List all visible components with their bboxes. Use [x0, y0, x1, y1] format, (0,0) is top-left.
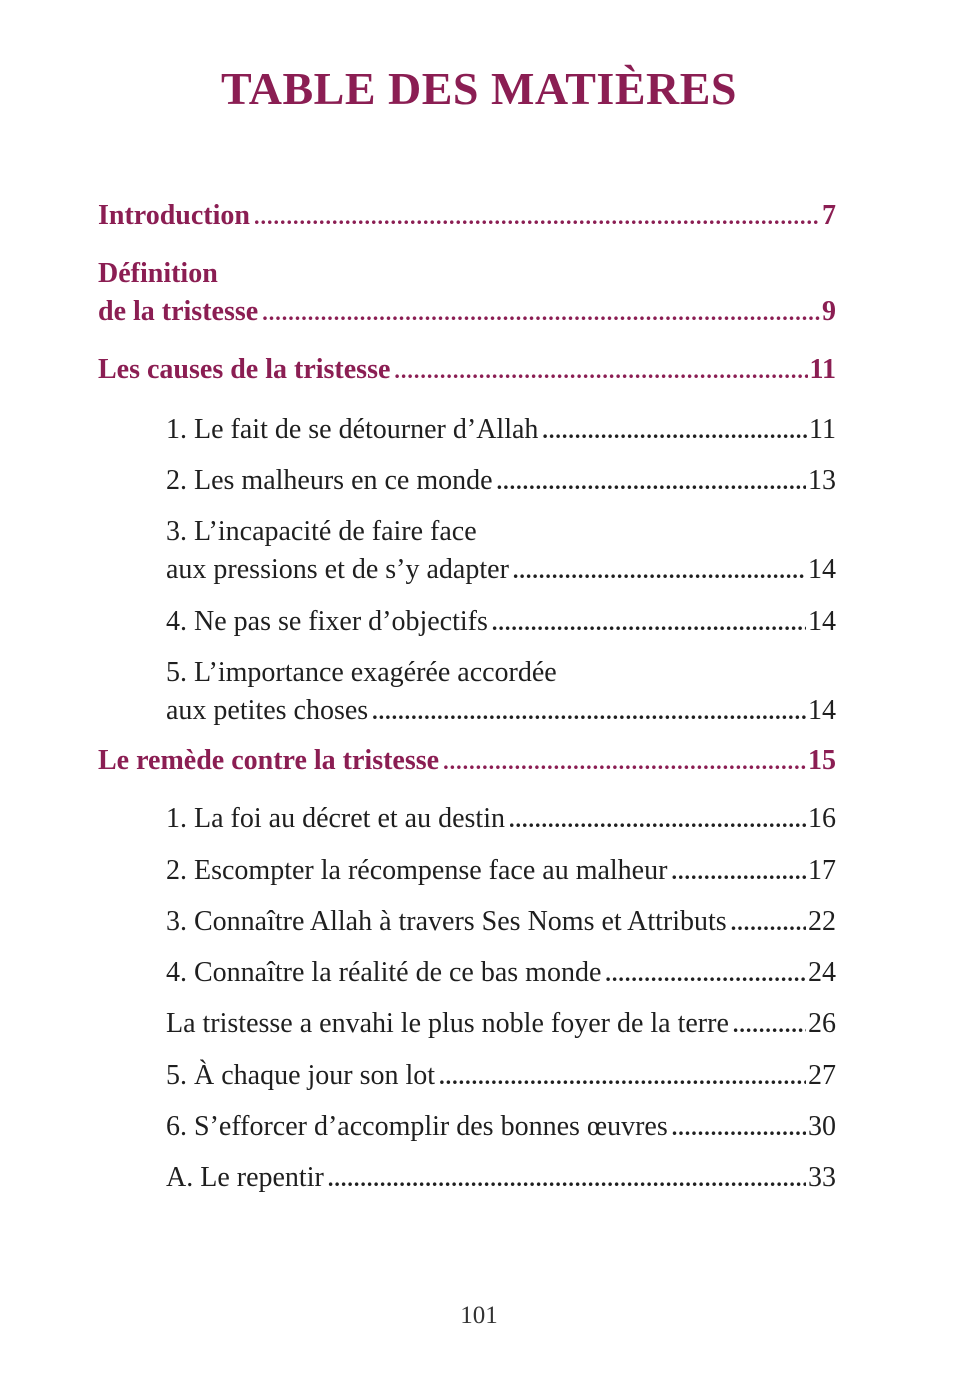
toc-entry[interactable] — [166, 1005, 836, 1044]
toc-entry-line — [166, 1005, 836, 1044]
toc-entry[interactable] — [166, 1108, 836, 1147]
toc-entry-line — [98, 293, 836, 332]
toc-entry-line — [166, 800, 836, 839]
toc-entry-label: Le remède contre la tristesse — [98, 745, 440, 776]
toc-entry-page: 30 — [808, 1111, 836, 1142]
toc-entry-page: 24 — [808, 957, 836, 988]
dot-leader — [542, 412, 807, 450]
toc-entry-page: 14 — [808, 606, 836, 637]
toc-entry-line — [166, 692, 836, 731]
dot-leader — [605, 955, 806, 993]
dot-leader — [262, 294, 820, 332]
page-number: 101 — [460, 1302, 498, 1329]
toc-entry-label: aux petites choses — [166, 695, 369, 726]
toc-entry-page: 27 — [808, 1060, 836, 1091]
dot-leader — [513, 552, 806, 590]
toc-entry[interactable] — [166, 603, 836, 642]
toc-entry-label: 2. Escompter la récompense face au malheur — [166, 855, 668, 886]
toc-entry-line — [98, 197, 836, 236]
toc-entry-page: 14 — [808, 695, 836, 726]
toc-entry[interactable] — [98, 197, 836, 236]
toc-entry[interactable] — [166, 954, 836, 993]
toc-entry-label: La tristesse a envahi le plus noble foyer de la terre — [166, 1008, 729, 1039]
toc-entry[interactable] — [166, 1159, 836, 1198]
dot-leader — [254, 198, 820, 236]
toc-entry-label: aux pressions et de s’y adapter — [166, 554, 509, 585]
toc-entry-first-line: Définition — [98, 258, 218, 289]
toc-entry[interactable] — [166, 654, 836, 731]
toc-entry[interactable] — [166, 852, 836, 891]
dot-leader — [733, 1006, 806, 1044]
toc-entry-page: 11 — [809, 414, 836, 445]
toc-entry-label: 2. Les malheurs en ce monde — [166, 465, 493, 496]
toc-entry-line — [166, 1108, 836, 1147]
dot-leader — [372, 693, 806, 731]
toc-entry-page: 33 — [808, 1162, 836, 1193]
toc-entry-line — [98, 742, 836, 781]
toc-entry-label: 1. La foi au décret et au destin — [166, 803, 505, 834]
dot-leader — [443, 743, 806, 781]
dot-leader — [497, 463, 806, 501]
toc-entry-line — [166, 1159, 836, 1198]
page-title: TABLE DES MATIÈRES — [221, 63, 737, 114]
toc-entry-page: 15 — [808, 745, 836, 776]
dot-leader — [492, 604, 806, 642]
toc-entry-page: 7 — [822, 200, 836, 231]
toc-entry-label: 5. À chaque jour son lot — [166, 1060, 436, 1091]
toc-entry-page: 22 — [808, 906, 836, 937]
dot-leader — [731, 904, 806, 942]
dot-leader — [672, 1109, 806, 1147]
toc-entry[interactable] — [166, 411, 836, 450]
toc-entry-page: 26 — [808, 1008, 836, 1039]
toc-entry-label: 4. Connaître la réalité de ce bas monde — [166, 957, 602, 988]
toc-entry[interactable] — [166, 513, 836, 590]
toc-entry[interactable] — [98, 255, 836, 332]
toc-entry[interactable] — [166, 462, 836, 501]
dot-leader — [439, 1058, 806, 1096]
toc-entry-line — [98, 351, 836, 390]
toc-entry-line — [166, 903, 836, 942]
dot-leader — [328, 1160, 806, 1198]
toc-entry-label: A. Le repentir — [166, 1162, 324, 1193]
toc-entry-page: 17 — [808, 855, 836, 886]
toc-entry-first-line: 5. L’importance exagérée accordée — [166, 657, 557, 688]
toc-entry[interactable] — [98, 351, 836, 390]
toc-entry-label: 4. Ne pas se fixer d’objectifs — [166, 606, 488, 637]
toc-entry-line — [166, 852, 836, 891]
toc-entry-line — [166, 411, 836, 450]
toc-entry[interactable] — [98, 742, 836, 781]
toc-entry[interactable] — [166, 1057, 836, 1096]
toc-entry-line — [166, 954, 836, 993]
toc-entry-label: Les causes de la tristesse — [98, 354, 391, 385]
dot-leader — [671, 853, 806, 891]
toc-entry-page: 9 — [822, 296, 836, 327]
toc-entry-label: 6. S’efforcer d’accomplir des bonnes œuvres — [166, 1111, 668, 1142]
toc-entry-label: 1. Le fait de se détourner d’Allah — [166, 414, 539, 445]
toc-entry-page: 16 — [808, 803, 836, 834]
toc-entry-first-line: 3. L’incapacité de faire face — [166, 516, 477, 547]
toc-entry-page: 14 — [808, 554, 836, 585]
dot-leader — [509, 801, 806, 839]
dot-leader — [394, 352, 807, 390]
toc-entry-label: Introduction — [98, 200, 250, 231]
toc-entry-line — [166, 462, 836, 501]
toc-entry-label: 3. Connaître Allah à travers Ses Noms et Attributs — [166, 906, 727, 937]
toc-entry[interactable] — [166, 800, 836, 839]
toc-entry-line — [166, 551, 836, 590]
toc-entry-line — [166, 1057, 836, 1096]
toc-entry[interactable] — [166, 903, 836, 942]
toc-entry-page: 11 — [809, 354, 836, 385]
toc-entry-page: 13 — [808, 465, 836, 496]
toc-entry-line — [166, 603, 836, 642]
toc-entry-label: de la tristesse — [98, 296, 259, 327]
